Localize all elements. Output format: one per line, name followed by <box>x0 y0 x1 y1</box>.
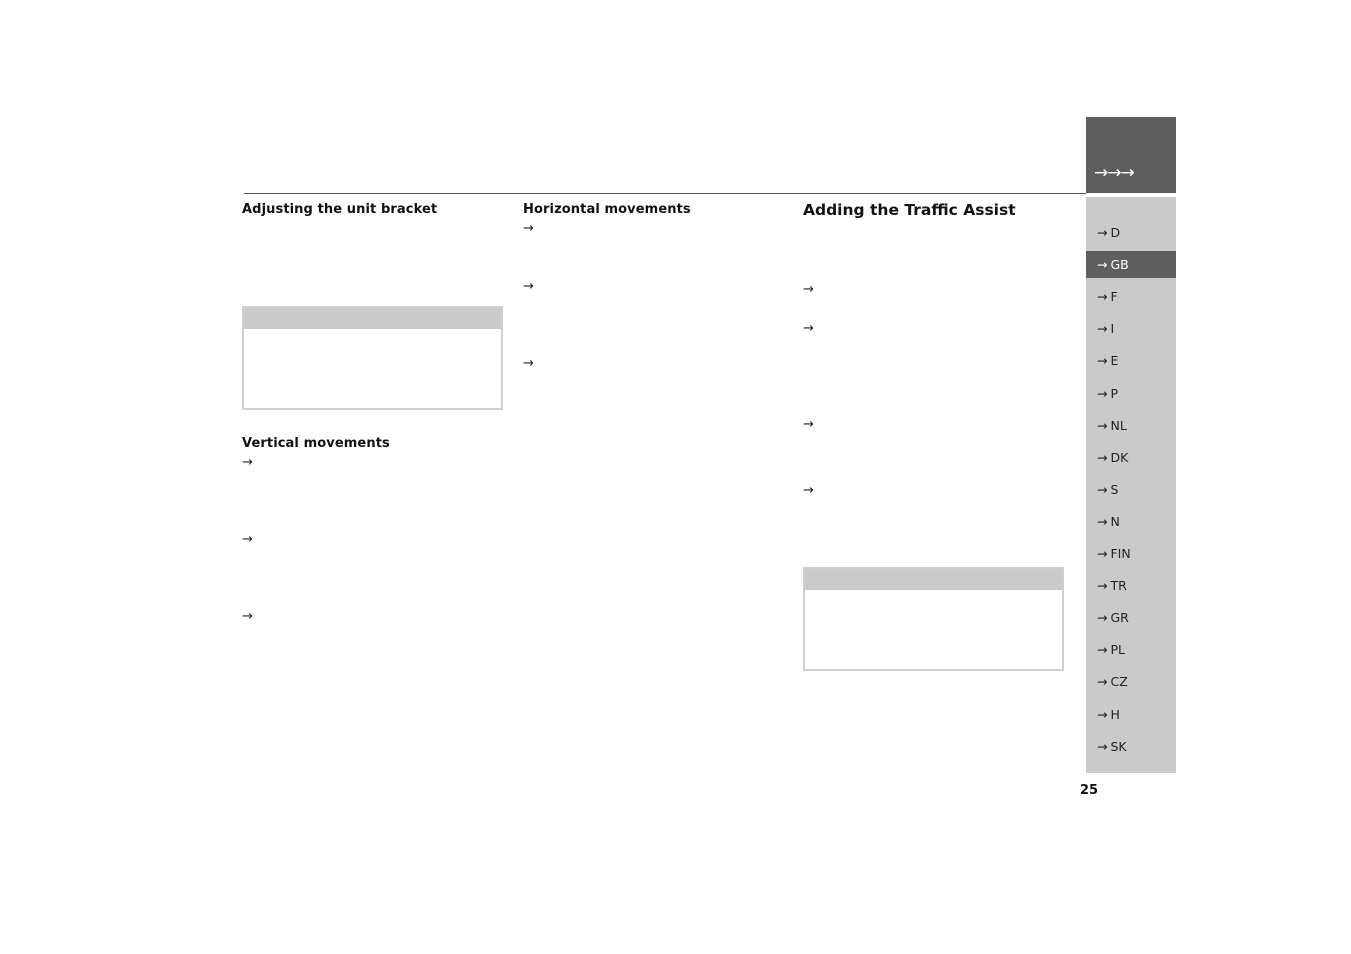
header-rule <box>244 193 1086 194</box>
language-tab-label: SK <box>1110 738 1127 754</box>
language-tab-s[interactable] <box>1086 476 1176 503</box>
language-tab-label: I <box>1110 321 1115 337</box>
language-index <box>1086 197 1176 773</box>
language-tab-tr[interactable] <box>1086 572 1176 599</box>
language-tab-pl[interactable] <box>1086 636 1176 663</box>
language-tab-fin[interactable] <box>1086 540 1176 567</box>
language-tab-n[interactable] <box>1086 508 1176 535</box>
language-tab-nl[interactable] <box>1086 412 1176 439</box>
language-tab-gb[interactable] <box>1086 251 1176 278</box>
language-tab-f[interactable] <box>1086 283 1176 310</box>
arrow-right-icon: → <box>1097 289 1108 305</box>
language-tab-i[interactable] <box>1086 315 1176 342</box>
arrow-right-icon: → <box>1097 417 1108 433</box>
page-number: 25 <box>1080 783 1099 798</box>
arrow-right-icon: → <box>1097 321 1108 337</box>
bullet-arrow-icon: → <box>242 532 253 547</box>
language-tab-label: GR <box>1110 610 1129 626</box>
language-tab-h[interactable] <box>1086 701 1176 728</box>
language-tab-label: TR <box>1110 578 1127 594</box>
section-heading-horizontal: Horizontal movements <box>523 202 691 217</box>
arrow-right-icon: → <box>1097 449 1108 465</box>
language-tab-d[interactable] <box>1086 219 1176 246</box>
arrow-right-icon: → <box>1097 674 1108 690</box>
bullet-arrow-icon: → <box>803 483 814 498</box>
arrow-right-icon: → <box>1097 610 1108 626</box>
language-tab-label: P <box>1110 385 1119 401</box>
section-heading-traffic-assist: Adding the Traffic Assist <box>803 201 1016 219</box>
section-heading-vertical: Vertical movements <box>242 436 390 451</box>
language-tab-label: F <box>1110 289 1118 305</box>
language-tab-cz[interactable] <box>1086 668 1176 695</box>
language-tab-p[interactable] <box>1086 380 1176 407</box>
bullet-arrow-icon: → <box>803 321 814 336</box>
triple-arrow-icon: →→→ <box>1094 163 1134 183</box>
language-tab-label: PL <box>1110 642 1125 658</box>
section-heading-unit-bracket: Adjusting the unit bracket <box>242 202 438 217</box>
note-box-header <box>244 308 501 329</box>
bullet-arrow-icon: → <box>803 417 814 432</box>
arrow-right-icon: → <box>1097 642 1108 658</box>
arrow-right-icon: → <box>1097 353 1108 369</box>
language-tab-label: H <box>1110 706 1120 722</box>
arrow-right-icon: → <box>1097 706 1108 722</box>
sidebar-header <box>1086 117 1176 193</box>
language-tab-dk[interactable] <box>1086 444 1176 471</box>
language-tab-label: FIN <box>1110 546 1131 561</box>
language-tab-label: E <box>1110 353 1119 369</box>
arrow-right-icon: → <box>1097 225 1108 240</box>
bullet-arrow-icon: → <box>523 279 534 294</box>
language-tab-label: S <box>1110 481 1119 497</box>
note-box <box>242 306 503 410</box>
bullet-arrow-icon: → <box>523 356 534 371</box>
language-tab-e[interactable] <box>1086 347 1176 374</box>
language-tab-label: D <box>1110 225 1121 240</box>
language-tab-label: NL <box>1110 417 1127 433</box>
bullet-arrow-icon: → <box>523 221 534 236</box>
language-tab-label: CZ <box>1110 674 1128 690</box>
language-tab-label: DK <box>1110 449 1129 465</box>
note-box <box>803 567 1064 671</box>
arrow-right-icon: → <box>1097 481 1108 497</box>
arrow-right-icon: → <box>1097 546 1108 561</box>
language-tab-label: N <box>1110 513 1120 529</box>
arrow-right-icon: → <box>1097 385 1108 401</box>
arrow-right-icon: → <box>1097 513 1108 529</box>
arrow-right-icon: → <box>1097 257 1108 273</box>
arrow-right-icon: → <box>1097 738 1108 754</box>
note-box-header <box>805 569 1062 590</box>
language-tab-gr[interactable] <box>1086 604 1176 631</box>
language-tab-label: GB <box>1110 257 1129 273</box>
bullet-arrow-icon: → <box>803 282 814 297</box>
language-tab-sk[interactable] <box>1086 733 1176 760</box>
bullet-arrow-icon: → <box>242 455 253 470</box>
bullet-arrow-icon: → <box>242 609 253 624</box>
arrow-right-icon: → <box>1097 578 1108 594</box>
